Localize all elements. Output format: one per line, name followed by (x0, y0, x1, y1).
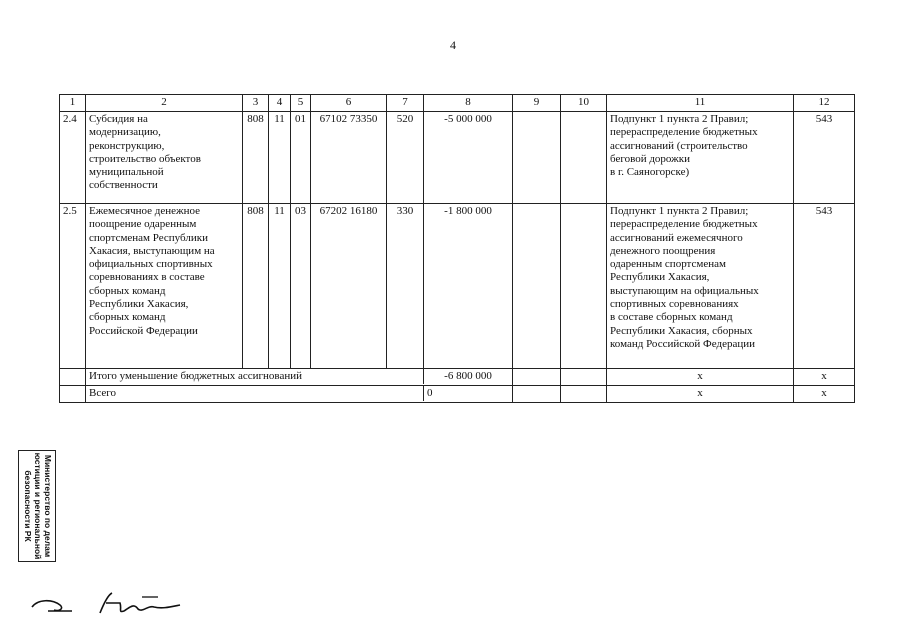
text-line: Подпункт 1 пункта 2 Правил; (610, 205, 749, 217)
total-label (86, 386, 513, 403)
header-cell: 2 (86, 95, 243, 112)
text-line: одаренным спортсменам (610, 258, 726, 271)
row-number: 2.4 (60, 112, 86, 204)
row-number: 2.5 (60, 204, 86, 369)
section-code: 11 (269, 112, 291, 204)
expense-type-code: 330 (387, 204, 424, 369)
text-line: денежного поощрения (610, 244, 716, 257)
text-line: Республики Хакасия, сборных (610, 324, 753, 337)
text-line: Подпункт 1 пункта 2 Правил; (610, 113, 749, 125)
empty-cell (513, 386, 561, 403)
section-code: 11 (269, 204, 291, 369)
text-line: собственности (89, 179, 158, 192)
text-line: команд Российской Федерации (610, 337, 755, 350)
text-line: официальных спортивных (89, 258, 213, 271)
total-decrease-amount: -6 800 000 (423, 369, 512, 384)
row-name (86, 112, 243, 204)
subsection-code: 03 (291, 204, 311, 369)
text-line: спортивных соревнованиях (610, 298, 739, 311)
total-decrease-text: Итого уменьшение бюджетных ассигнований (89, 370, 303, 382)
total-x: x (794, 386, 855, 403)
expense-type-code: 520 (387, 112, 424, 204)
total-x: x (607, 386, 794, 403)
amount: -5 000 000 (424, 112, 513, 204)
empty-cell (60, 386, 86, 403)
total-text: Всего (89, 387, 116, 399)
text-line: реконструкцию, (89, 139, 165, 152)
text-line: выступающим на официальных (610, 284, 759, 297)
table-row (60, 204, 855, 369)
basis-text (607, 204, 794, 369)
text-line: беговой дорожки (610, 152, 690, 165)
header-cell: 6 (311, 95, 387, 112)
header-cell: 7 (387, 95, 424, 112)
stamp-line: безопасности РК (23, 470, 33, 542)
header-cell: 8 (424, 95, 513, 112)
text-line: в составе сборных команд (610, 311, 733, 324)
header-cell: 11 (607, 95, 794, 112)
text-line: спортсменам Республики (89, 231, 208, 244)
text-line: строительство объектов (89, 152, 201, 165)
total-decrease-x: x (794, 369, 855, 386)
header-cell: 10 (561, 95, 607, 112)
text-line: Российской Федерации (89, 324, 198, 337)
total-decrease-label (86, 369, 513, 386)
cell-col10 (561, 204, 607, 369)
subsection-code: 01 (291, 112, 311, 204)
table-row (60, 112, 855, 204)
text-line: модернизацию, (89, 126, 161, 139)
empty-cell (513, 369, 561, 386)
cell-col9 (513, 204, 561, 369)
ministry-code: 808 (243, 112, 269, 204)
empty-cell (60, 369, 86, 386)
ministry-code: 808 (243, 204, 269, 369)
registration-stamp (18, 450, 56, 562)
total-decrease-x: x (607, 369, 794, 386)
text-line: муниципальной (89, 166, 164, 179)
stamp-line: Министерство по делам (43, 454, 53, 558)
text-line: Хакасия, выступающим на (89, 244, 215, 257)
target-article-code: 67202 16180 (311, 204, 387, 369)
cell-col10 (561, 112, 607, 204)
budget-table (59, 94, 855, 403)
code-col12: 543 (794, 112, 855, 204)
text-line: сборных команд (89, 311, 166, 324)
amount: -1 800 000 (424, 204, 513, 369)
row-name (86, 204, 243, 369)
header-cell: 12 (794, 95, 855, 112)
text-line: Ежемесячное денежное (89, 205, 201, 217)
code-col12: 543 (794, 204, 855, 369)
total-amount: 0 (423, 386, 512, 401)
header-cell: 5 (291, 95, 311, 112)
text-line: соревнованиях в составе (89, 271, 205, 284)
basis-text (607, 112, 794, 204)
text-line: Субсидия на (89, 113, 148, 125)
text-line: Республики Хакасия, (610, 271, 710, 284)
header-cell: 4 (269, 95, 291, 112)
text-line: Республики Хакасия, (89, 298, 189, 311)
handwritten-signature (30, 585, 210, 625)
text-line: ассигнований ежемесячного (610, 231, 743, 244)
header-row (60, 95, 855, 112)
cell-col9 (513, 112, 561, 204)
page-number: 4 (450, 38, 456, 52)
target-article-code: 67102 73350 (311, 112, 387, 204)
total-row (60, 386, 855, 403)
header-cell: 3 (243, 95, 269, 112)
text-line: перераспределение бюджетных (610, 218, 758, 231)
stamp-box (18, 450, 56, 562)
header-cell: 9 (513, 95, 561, 112)
empty-cell (561, 369, 607, 386)
stamp-line: юстиции и региональной (33, 452, 43, 560)
total-decrease-row (60, 369, 855, 386)
text-line: ассигнований (строительство (610, 139, 748, 152)
text-line: поощрение одаренным (89, 218, 197, 231)
empty-cell (561, 386, 607, 403)
text-line: перераспределение бюджетных (610, 126, 758, 139)
text-line: сборных команд (89, 284, 166, 297)
header-cell: 1 (60, 95, 86, 112)
text-line: в г. Саяногорске) (610, 166, 690, 179)
